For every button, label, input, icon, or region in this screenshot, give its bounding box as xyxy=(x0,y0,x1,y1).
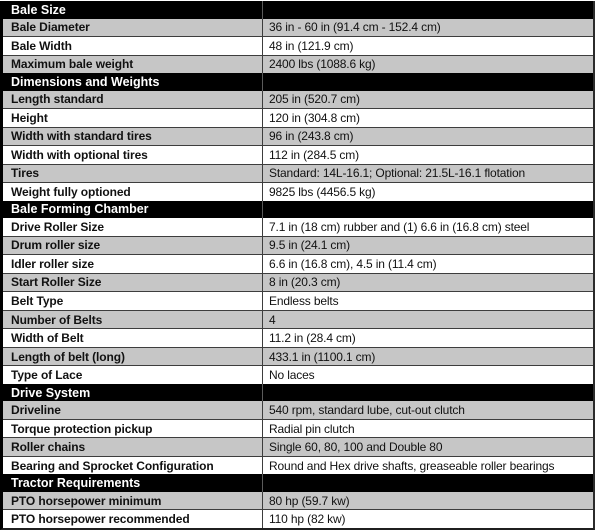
spec-row-bale-diameter xyxy=(3,19,593,37)
spec-value: 9825 lbs (4456.5 kg) xyxy=(262,183,593,201)
spec-value: 6.6 in (16.8 cm), 4.5 in (11.4 cm) xyxy=(262,255,593,273)
spec-label: Bale Width xyxy=(11,38,72,53)
spec-row-roller-chains xyxy=(3,437,593,456)
spec-row-number-of-belts xyxy=(3,310,593,329)
spec-label: Tires xyxy=(11,166,39,181)
section-title: Bale Forming Chamber xyxy=(11,202,149,217)
spec-label: Maximum bale weight xyxy=(11,57,134,72)
spec-label: Length standard xyxy=(11,92,104,107)
spec-row-bearing-sprocket-configuration xyxy=(3,456,593,475)
spec-row-length-standard xyxy=(3,91,593,109)
spec-value: 205 in (520.7 cm) xyxy=(262,91,593,109)
spec-row-tires xyxy=(3,164,593,183)
section-title: Tractor Requirements xyxy=(11,476,141,491)
spec-row-weight-fully-optioned xyxy=(3,182,593,201)
spec-label: Roller chains xyxy=(11,440,86,455)
spec-label: Bale Diameter xyxy=(11,20,90,35)
spec-label: Driveline xyxy=(11,403,61,418)
spec-value: Single 60, 80, 100 and Double 80 xyxy=(262,438,593,456)
spec-label: Width with standard tires xyxy=(11,129,152,144)
spec-value: 96 in (243.8 cm) xyxy=(262,128,593,146)
spec-row-length-of-belt-long xyxy=(3,347,593,366)
spec-value: 433.1 in (1100.1 cm) xyxy=(262,348,593,366)
spec-value: 80 hp (59.7 kw) xyxy=(262,492,593,510)
spec-value: 110 hp (82 kw) xyxy=(262,510,593,528)
spec-value: Endless belts xyxy=(262,292,593,310)
spec-row-drive-roller-size xyxy=(3,218,593,236)
spec-row-width-of-belt xyxy=(3,328,593,347)
section-title: Drive System xyxy=(11,385,91,400)
spec-row-driveline xyxy=(3,401,593,419)
spec-value: Round and Hex drive shafts, greaseable roller bearings xyxy=(262,457,593,475)
spec-label: Number of Belts xyxy=(11,312,103,327)
spec-row-start-roller-size xyxy=(3,273,593,292)
spec-row-torque-protection-pickup xyxy=(3,419,593,438)
spec-value: 48 in (121.9 cm) xyxy=(262,37,593,55)
spec-value: 7.1 in (18 cm) rubber and (1) 6.6 in (16.8 cm) steel xyxy=(262,218,593,236)
spec-label: PTO horsepower recommended xyxy=(11,512,190,527)
spec-label: Width with optional tires xyxy=(11,147,148,162)
spec-label: Length of belt (long) xyxy=(11,349,125,364)
spec-value: 4 xyxy=(262,311,593,329)
spec-value: 540 rpm, standard lube, cut-out clutch xyxy=(262,401,593,419)
spec-value: No laces xyxy=(262,366,593,384)
spec-row-type-of-lace xyxy=(3,365,593,384)
spec-value: Radial pin clutch xyxy=(262,420,593,438)
section-header-tractor-requirements xyxy=(3,474,593,492)
spec-row-bale-width xyxy=(3,36,593,55)
spec-value: 8 in (20.3 cm) xyxy=(262,274,593,292)
spec-label: PTO horsepower minimum xyxy=(11,493,162,508)
spec-value: 120 in (304.8 cm) xyxy=(262,109,593,127)
spec-value: 112 in (284.5 cm) xyxy=(262,146,593,164)
spec-row-pto-horsepower-minimum xyxy=(3,492,593,510)
spec-value: 2400 lbs (1088.6 kg) xyxy=(262,56,593,74)
spec-row-pto-horsepower-recommended xyxy=(3,509,593,528)
spec-value: 11.2 in (28.4 cm) xyxy=(262,329,593,347)
spec-value: 36 in - 60 in (91.4 cm - 152.4 cm) xyxy=(262,19,593,37)
section-title: Bale Size xyxy=(11,2,66,17)
spec-label: Drive Roller Size xyxy=(11,219,105,234)
section-header-bale-size xyxy=(3,1,593,19)
spec-row-maximum-bale-weight xyxy=(3,55,593,74)
spec-row-width-optional-tires xyxy=(3,145,593,164)
section-header-drive-system xyxy=(3,384,593,402)
spec-label: Bearing and Sprocket Configuration xyxy=(11,458,214,473)
spec-label: Idler roller size xyxy=(11,256,95,271)
spec-value: Standard: 14L-16.1; Optional: 21.5L-16.1 flotation xyxy=(262,165,593,183)
section-header-bale-forming-chamber xyxy=(3,201,593,219)
spec-label: Width of Belt xyxy=(11,331,84,346)
spec-label: Weight fully optioned xyxy=(11,184,131,199)
spec-row-idler-roller-size xyxy=(3,254,593,273)
section-title: Dimensions and Weights xyxy=(11,74,160,89)
spec-value: 9.5 in (24.1 cm) xyxy=(262,237,593,255)
spec-label: Drum roller size xyxy=(11,238,101,253)
spec-label: Type of Lace xyxy=(11,368,83,383)
spec-label: Torque protection pickup xyxy=(11,421,153,436)
spec-label: Height xyxy=(11,110,48,125)
spec-row-width-standard-tires xyxy=(3,127,593,146)
spec-row-height xyxy=(3,108,593,127)
section-header-dimensions-and-weights xyxy=(3,73,593,91)
spec-label: Belt Type xyxy=(11,294,64,308)
spec-label: Start Roller Size xyxy=(11,275,102,290)
spec-table xyxy=(0,1,595,530)
spec-row-drum-roller-size xyxy=(3,236,593,255)
spec-row-belt-type xyxy=(3,291,593,310)
